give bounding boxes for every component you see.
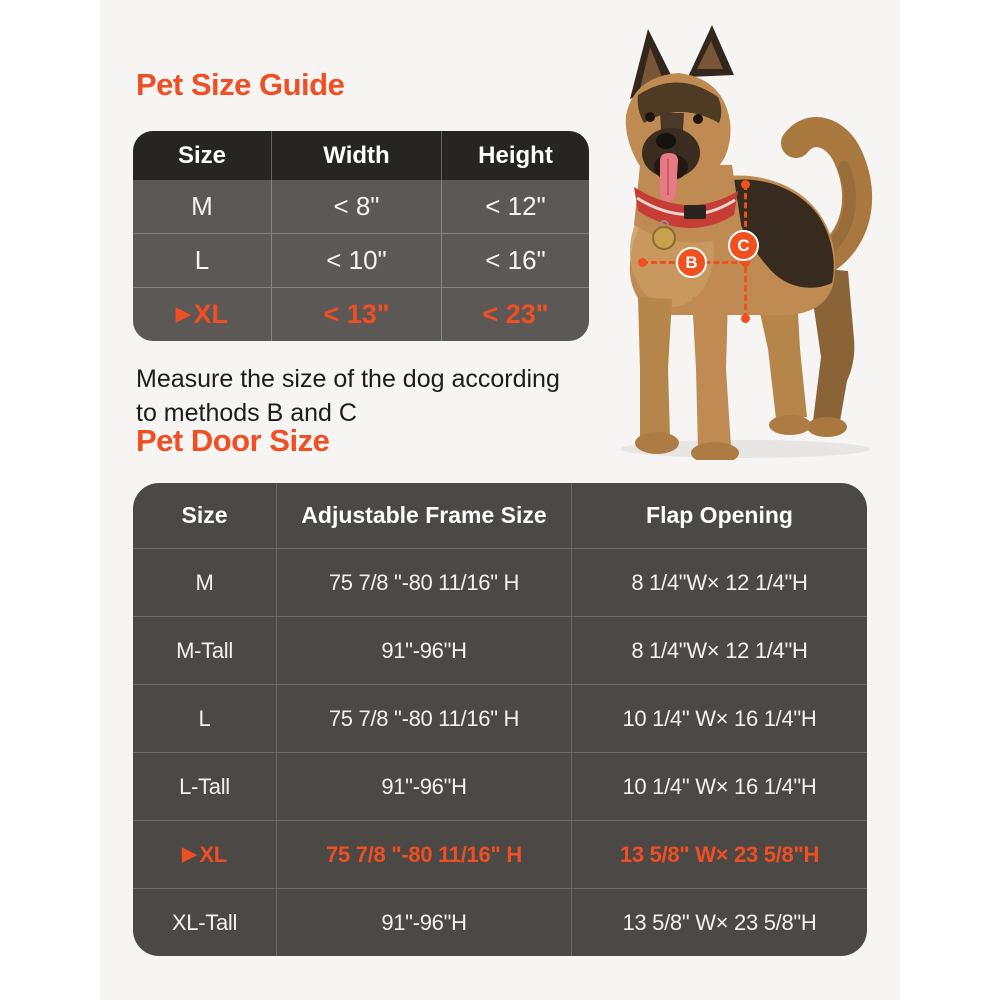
table-row (133, 684, 867, 752)
column-header-size: Size (133, 131, 272, 180)
measure-note-line2: to methods B and C (136, 399, 357, 427)
table-row (133, 233, 589, 287)
cell-flap: 13 5/8" W× 23 5/8"H (619, 841, 820, 867)
cell-frame: 75 7/8 "-80 11/16" H (277, 549, 572, 616)
cell-frame: 91"-96"H (277, 617, 572, 684)
table-row (133, 616, 867, 684)
cell-height: < 16" (485, 245, 546, 275)
table-row-highlighted (133, 820, 867, 888)
table-header-row (133, 131, 589, 180)
measure-b-badge: B (676, 247, 707, 278)
xl-arrow-icon: ▶ (175, 304, 191, 325)
cell-size: L-Tall (133, 753, 277, 820)
measure-note (136, 362, 560, 430)
cell-frame: 91"-96"H (277, 753, 572, 820)
table-row (133, 548, 867, 616)
cell-size-label: XL (193, 299, 229, 329)
column-header-width: Width (272, 131, 442, 180)
cell-flap: 8 1/4"W× 12 1/4"H (631, 569, 808, 595)
size-guide-table (133, 131, 589, 341)
cell-frame: 75 7/8 "-80 11/16" H (277, 821, 572, 888)
column-header-height: Height (478, 141, 553, 169)
cell-size-label: XL (199, 841, 227, 867)
cell-height: < 12" (485, 191, 546, 221)
cell-size (133, 821, 277, 888)
cell-size (133, 288, 272, 341)
column-header-flap: Flap Opening (646, 502, 793, 528)
measure-c-badge: C (728, 230, 759, 261)
cell-size: XL-Tall (133, 889, 277, 956)
table-header-row (133, 483, 867, 548)
cell-size: L (133, 685, 277, 752)
dog-nose (656, 133, 676, 149)
cell-frame: 75 7/8 "-80 11/16" H (277, 685, 572, 752)
cell-frame: 91"-96"H (277, 889, 572, 956)
cell-size: L (133, 234, 272, 287)
dog-collar-tag (653, 227, 675, 249)
cell-flap: 10 1/4" W× 16 1/4"H (622, 705, 817, 731)
table-row (133, 180, 589, 233)
cell-width: < 10" (272, 234, 442, 287)
cell-width: < 13" (272, 288, 442, 341)
cell-flap: 10 1/4" W× 16 1/4"H (622, 773, 817, 799)
cell-size: M (133, 549, 277, 616)
xl-arrow-icon: ▶ (182, 844, 197, 865)
cell-width: < 8" (272, 180, 442, 233)
table-row-highlighted (133, 287, 589, 341)
measure-dot (741, 314, 750, 323)
cell-size: M (133, 180, 272, 233)
cell-height: < 23" (482, 299, 549, 329)
measure-dot (638, 258, 647, 267)
table-row (133, 752, 867, 820)
column-header-size: Size (133, 483, 277, 548)
cell-size: M-Tall (133, 617, 277, 684)
measure-note-line1: Measure the size of the dog according (136, 365, 560, 393)
cell-flap: 8 1/4"W× 12 1/4"H (631, 637, 808, 663)
dog-eye-left (645, 112, 655, 122)
dog-eye-right (693, 114, 703, 124)
size-guide-title: Pet Size Guide (136, 67, 345, 102)
cell-flap: 13 5/8" W× 23 5/8"H (622, 909, 817, 935)
door-size-table (133, 483, 867, 956)
measure-dot (741, 180, 750, 189)
door-size-title: Pet Door Size (136, 423, 330, 458)
column-header-frame: Adjustable Frame Size (277, 483, 572, 548)
table-row (133, 888, 867, 956)
